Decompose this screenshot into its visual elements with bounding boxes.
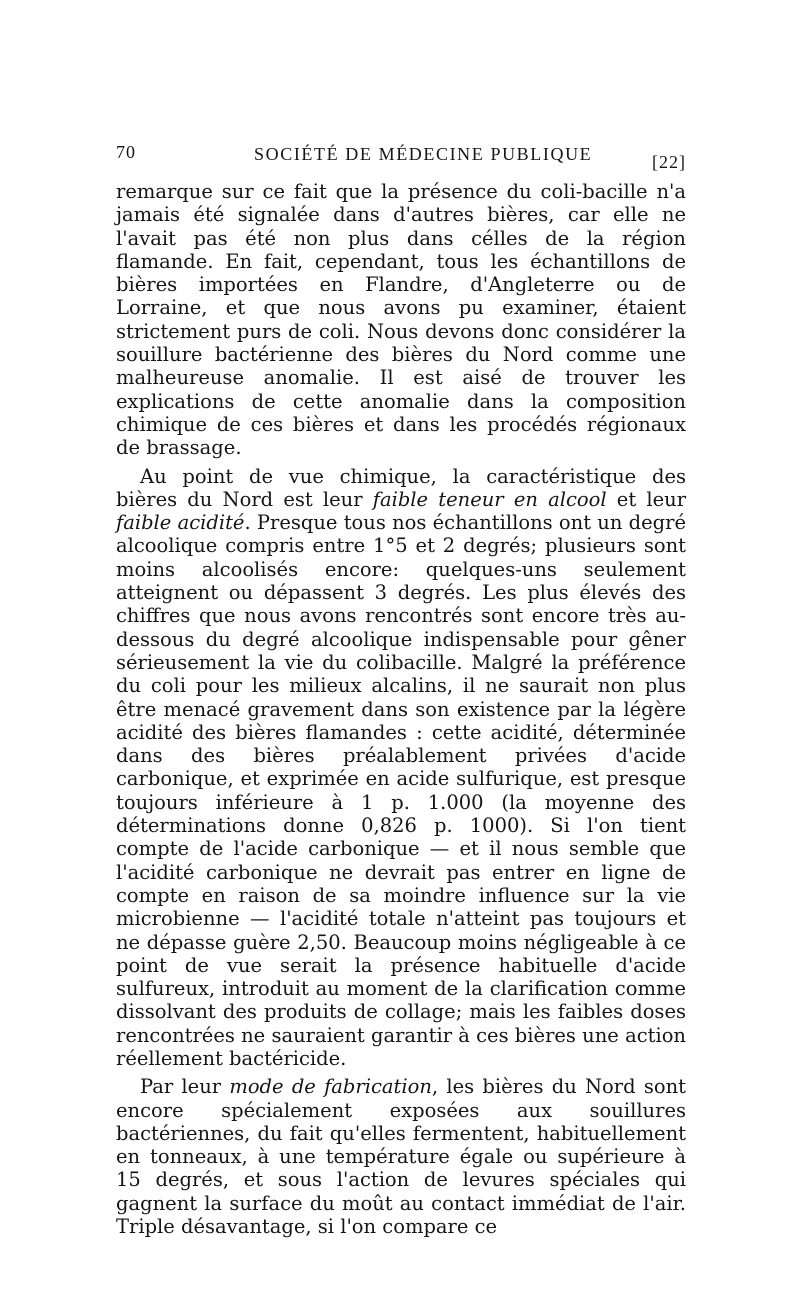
paragraph-2 xyxy=(116,465,686,1071)
text-segment: , les bières du Nord sont encore spécialement exposées aux souillures bactériennes, du fait qu'elles fermentent, habituellement en tonneaux, à une température égale ou supérieure à 15 degrés, et sous l'action de levures spéciales qui gagnent la surface du moût au contact immédiat de l'air. Triple désavantage, si l'on compare ce xyxy=(116,1075,686,1239)
text-segment: Par leur xyxy=(140,1075,230,1099)
italic-segment: mode de fabrication xyxy=(229,1075,432,1099)
paragraph-3 xyxy=(116,1075,686,1238)
italic-segment: faible acidité xyxy=(116,511,245,535)
italic-segment: faible teneur en alcool xyxy=(372,487,607,511)
text-segment: . Presque tous nos échantillons ont un degré alcoolique compris entre 1°5 et 2 degrés; plusieurs sont moins alcoolisés encore: quelques-uns seulement atteignent ou dépassent 3 degrés. Les plus élevés des chiffres que nous avons rencontrés sont encore très au-dessous du degré alcoolique indispensable pour gêner sérieusement la vie du colibacille. Malgré la préférence du coli pour les milieux alcalins, il ne saurait non plus être menacé gravement dans son existence par la légère acidité des bières flamandes : cette acidité, déterminée dans des bières préalablement privées d'acide carbonique, et exprimée en acide sulfurique, est presque toujours inférieure à 1 p. 1.000 (la moyenne des déterminations donne 0,826 p. 1000). Si l'on tient compte de l'acide carbonique — et il nous semble que l'acidité carbonique ne devrait pas entrer en ligne de compte en raison de sa moindre influence sur la vie microbienne — l'acidité totale n'atteint pas toujours et ne dépasse guère 2,50. Beaucoup moins négligeable à ce point de vue serait la présence habituelle d'acide sulfureux, introduit au moment de la clarification comme dissolvant des produits de collage; mais les faibles doses rencontrées ne sauraient garantir à ces bières une action réellement bactéricide. xyxy=(116,511,686,1070)
text-segment: remarque sur ce fait que la présence du coli-bacille n'a jamais été signalée dans d'autres bières, car elle ne l'avait pas été non plus dans célles de la région flamande. En fait, cependant, tous les échantillons de bières importées en Flandre, d'Angleterre ou de Lorraine, et que nous avons pu examiner, étaient strictement purs de coli. Nous devons donc considérer la souillure bactérienne des bières du Nord comme une malheureuse anomalie. Il est aisé de trouver les explications de cette anomalie dans la composition chimique de ces bières et dans les procédés régionaux de brassage. xyxy=(116,180,686,460)
text-segment: et leur xyxy=(606,487,687,511)
section-reference: [22] xyxy=(652,152,686,172)
running-title: SOCIÉTÉ DE MÉDECINE PUBLIQUE xyxy=(254,144,593,164)
page-number: 70 xyxy=(116,142,136,162)
page-header xyxy=(116,138,686,172)
text-segment: Au point de vue chimique, la caractéristique des bières du Nord est leur xyxy=(116,464,686,511)
body-text xyxy=(116,180,686,1238)
paragraph-1 xyxy=(116,180,686,460)
